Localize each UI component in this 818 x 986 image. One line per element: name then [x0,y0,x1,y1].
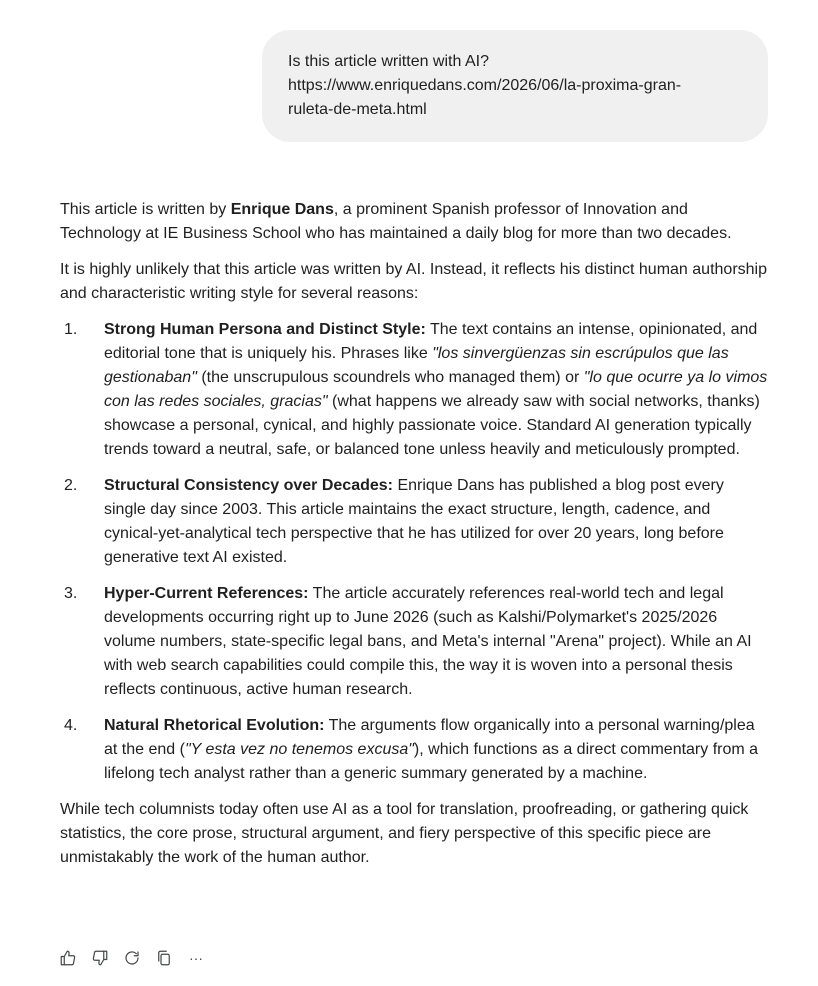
list-item: 2. Structural Consistency over Decades: Enrique Dans has published a blog post every single day since 2003. This article maintains the exact structure, length, cadence, and cynical-yet-analytical tech perspective that he has utilized for over 20 years, long before generative text AI existed. [60,474,768,570]
copy-button[interactable] [154,948,174,968]
user-message-bubble [262,30,768,142]
reason-title: Hyper-Current References: [104,585,309,602]
response-conclusion: While tech columnists today often use AI as a tool for translation, proofreading, or gathering quick statistics, the core prose, structural argument, and fiery perspective of this specific piece are unmistakably the work of the human author. [60,801,749,866]
response-summary: It is highly unlikely that this article was written by AI. Instead, it reflects his distinct human authorship and characteristic writing style for several reasons: [60,261,767,302]
more-options-icon: ··· [189,950,203,966]
list-item: 1. Strong Human Persona and Distinct Style: The text contains an intense, opinionated, and editorial tone that is uniquely his. Phrases like "los sinvergüenzas sin escrúpulos que las gestionaban" (the unscrupulous scoundrels who managed them) or "lo que ocurre ya lo vimos con las redes sociales, gracias" (what happens we already saw with social networks, thanks) showcase a personal, cynical, and highly passionate voice. Standard AI generation typically trends toward a neutral, safe, or balanced tone unless heavily and meticulously prompted. [60,318,768,462]
list-item: 4. Natural Rhetorical Evolution: The arguments flow organically into a personal warning/plea at the end ("Y esta vez no tenemos excusa"), which functions as a direct commentary from a lifelong tech analyst rather than a generic summary generated by a machine. [60,714,768,786]
quote: "los sinvergüenzas sin escrúpulos que las gestionaban" [104,345,729,386]
list-number: 1. [64,321,78,338]
list-number: 4. [64,717,78,734]
user-message-line: Is this article written with AI? [288,53,489,70]
reason-title: Natural Rhetorical Evolution: [104,717,325,734]
list-number: 2. [64,477,78,494]
more-options-button[interactable] [186,948,206,968]
reasons-list [60,318,768,786]
reason-title: Structural Consistency over Decades: [104,477,393,494]
response-actions [58,946,218,970]
quote: "lo que ocurre ya lo vimos con las redes sociales, gracias" [104,369,768,410]
regenerate-icon [123,949,141,967]
author-name: Enrique Dans [230,201,334,218]
response-intro: This article is written by Enrique Dans, a prominent Spanish professor of Innovation and Technology at IE Business School who has maintained a daily blog for more than two decades. [60,201,732,242]
thumbs-down-icon [91,949,109,967]
reason-title: Strong Human Persona and Distinct Style: [104,321,426,338]
quote: "Y esta vez no tenemos excusa" [184,741,414,758]
user-message-link[interactable]: https://www.enriquedans.com/2026/06/la-proxima-gran- [288,77,682,94]
good-response-button[interactable] [58,948,78,968]
copy-icon [155,949,173,967]
list-number: 3. [64,585,78,602]
user-message-link-cont[interactable]: ruleta-de-meta.html [288,101,427,118]
assistant-response [60,198,768,882]
list-item: 3. Hyper-Current References: The article accurately references real-world tech and legal developments occurring right up to June 2026 (such as Kalshi/Polymarket's 2025/2026 volume numbers, state-specific legal bans, and Meta's internal "Arena" project). While an AI with web search capabilities could compile this, the way it is woven into a personal thesis reflects continuous, active human research. [60,582,768,702]
bad-response-button[interactable] [90,948,110,968]
regenerate-button[interactable] [122,948,142,968]
thumbs-up-icon [59,949,77,967]
